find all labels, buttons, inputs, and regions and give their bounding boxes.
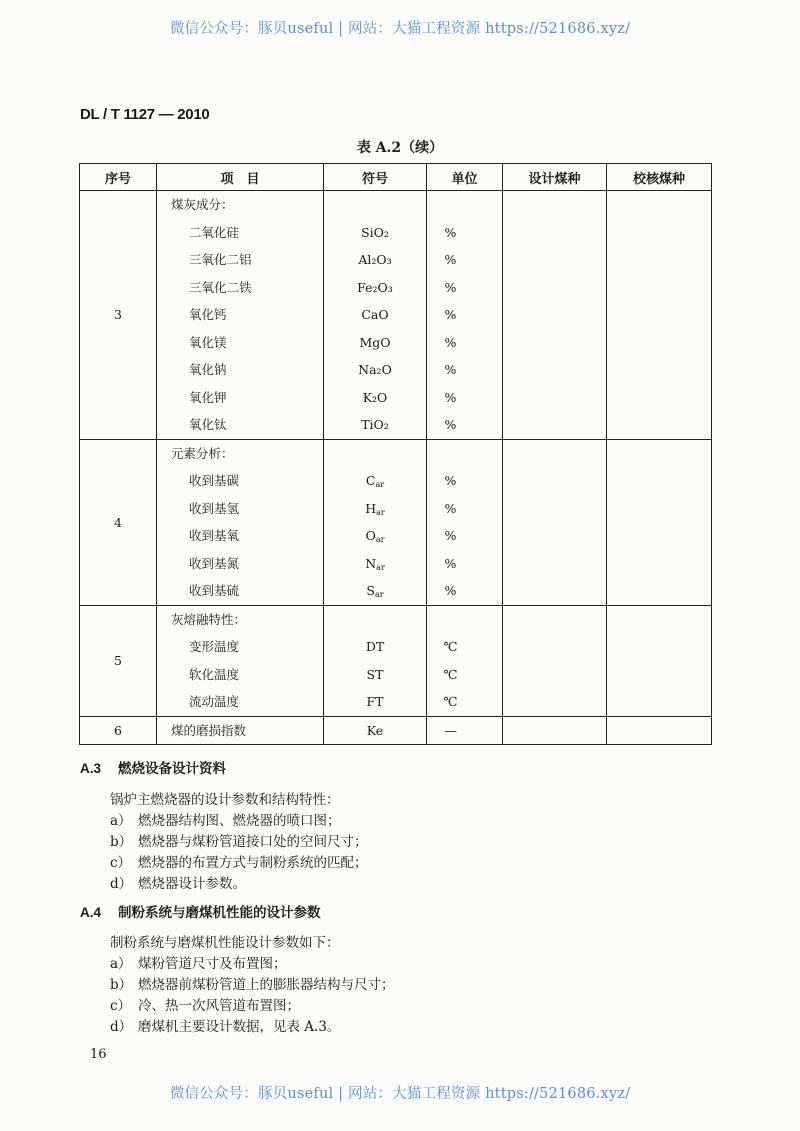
list-item [110, 973, 395, 993]
symbol [324, 495, 426, 523]
section-intro: 制粉系统与磨煤机性能设计参数如下： [110, 935, 340, 951]
list-text: 磨煤机主要设计数据，见表 A.3。 [138, 1019, 341, 1035]
table-row [80, 716, 712, 745]
group-label: 煤灰成分： [171, 197, 234, 212]
symbol-cell [324, 191, 427, 440]
item-name: 氧化钛 [189, 417, 227, 432]
table-row [80, 191, 712, 440]
unit: % [444, 389, 457, 405]
item-name: 流动温度 [189, 694, 240, 709]
symbol [324, 411, 426, 439]
coal-properties-table [79, 163, 712, 745]
symbol-cell [324, 605, 427, 716]
section-heading [80, 757, 226, 777]
symbol-cell [324, 716, 427, 745]
symbol [324, 550, 426, 578]
list-text: 燃烧器结构图、燃烧器的喷口图； [138, 813, 341, 829]
unit-cell [427, 191, 503, 440]
unit: % [444, 252, 457, 267]
list-item [110, 851, 368, 871]
check-coal-value [607, 439, 712, 605]
item-name: 煤的磨损指数 [171, 722, 247, 738]
spacer [427, 440, 502, 468]
watermark-bottom: 微信公众号：豚贝useful | 网站：大猫工程资源 https://521686.xyz/ [169, 1086, 631, 1102]
list-marker: b） [110, 977, 133, 993]
item-name: 氧化镁 [189, 334, 227, 350]
list-marker: d） [110, 1019, 133, 1035]
section-intro: 锅炉主燃烧器的设计参数和结构特性： [110, 792, 340, 808]
list-item [110, 952, 287, 972]
item-name: 三氧化二铁 [189, 279, 252, 295]
unit: % [444, 473, 457, 488]
list-marker: b） [110, 834, 133, 850]
group-label: 灰熔融特性： [171, 611, 247, 627]
symbol [324, 274, 426, 302]
symbol [324, 522, 426, 550]
unit: ℃ [443, 694, 458, 709]
unit-cell [427, 605, 503, 716]
row-number: 4 [80, 439, 157, 605]
symbol-base: ST [366, 666, 384, 682]
unit: % [444, 307, 457, 322]
item-cell [157, 439, 324, 605]
page-number: 16 [90, 1047, 107, 1062]
symbol-base: FT [366, 694, 384, 709]
spacer [427, 191, 502, 219]
item-name: 氧化钾 [189, 389, 227, 405]
design-coal-value [503, 605, 607, 716]
unit: % [444, 555, 457, 571]
check-coal-value [607, 191, 712, 440]
spacer [427, 606, 502, 634]
table-header-row [80, 164, 712, 191]
unit: % [444, 279, 457, 295]
list-item [110, 1015, 340, 1035]
list-text: 煤粉管道尺寸及布置图； [138, 956, 287, 972]
symbol-subscript: ar [376, 507, 385, 517]
list-marker: c） [110, 855, 132, 871]
table-row [80, 605, 712, 716]
unit: ℃ [443, 639, 458, 654]
symbol-base: Fe₂O₃ [357, 279, 393, 295]
item-name: 收到基碳 [189, 473, 240, 488]
standard-id: DL / T 1127 — 2010 [80, 106, 210, 123]
unit: % [444, 583, 457, 598]
header-design-coal: 设计煤种 [503, 164, 607, 191]
list-text: 冷、热一次风管道布置图； [138, 998, 300, 1014]
symbol-base: TiO₂ [361, 417, 389, 432]
header-check-coal: 校核煤种 [607, 164, 712, 191]
table-row [80, 439, 712, 605]
list-marker: c） [110, 998, 132, 1014]
item-name: 三氧化二铝 [189, 252, 252, 267]
item-name: 收到基氧 [189, 528, 240, 543]
design-coal-value [503, 191, 607, 440]
item-name: 氧化钙 [189, 307, 227, 322]
symbol-base: K₂O [362, 389, 388, 405]
design-coal-value [503, 439, 607, 605]
list-text: 燃烧器设计参数。 [138, 876, 246, 892]
spacer [324, 606, 426, 634]
list-item [110, 994, 300, 1014]
unit: — [444, 722, 457, 738]
item-name: 二氧化硅 [189, 224, 240, 240]
spacer [324, 440, 426, 468]
item-name: 收到基氮 [189, 555, 240, 571]
unit: % [444, 417, 457, 432]
symbol-base: C [365, 473, 376, 488]
row-number: 6 [80, 716, 157, 745]
symbol-base: H [365, 500, 377, 516]
header-unit: 单位 [427, 164, 503, 191]
list-text: 燃烧器与煤粉管道接口处的空间尺寸； [138, 834, 368, 850]
list-marker: a） [110, 813, 132, 829]
symbol [324, 301, 426, 329]
symbol-base: N [365, 555, 377, 571]
symbol [324, 633, 426, 661]
row-number: 5 [80, 605, 157, 716]
header-no: 序号 [80, 164, 157, 191]
symbol-base: Ke [366, 722, 384, 738]
design-coal-value [503, 716, 607, 745]
symbol-base: DT [365, 639, 385, 654]
item-cell [157, 605, 324, 716]
section-number: A.4 [80, 905, 102, 920]
item-name: 变形温度 [189, 639, 240, 654]
symbol [324, 688, 426, 716]
unit: % [444, 362, 457, 377]
item-name: 氧化钠 [189, 362, 227, 377]
symbol [324, 577, 426, 605]
symbol-base: CaO [361, 307, 389, 322]
symbol-subscript: ar [374, 590, 384, 599]
symbol-subscript: ar [375, 480, 385, 489]
symbol-base: SiO₂ [361, 224, 389, 240]
unit: ℃ [443, 666, 458, 682]
item-name: 收到基氢 [189, 500, 240, 516]
list-item [110, 830, 368, 850]
list-item [110, 872, 246, 892]
list-text: 燃烧器的布置方式与制粉系统的匹配； [138, 855, 368, 871]
symbol-cell [324, 439, 427, 605]
list-marker: a） [110, 956, 132, 972]
list-item [110, 809, 341, 829]
header-symbol: 符号 [324, 164, 427, 191]
unit: % [444, 500, 457, 516]
symbol-base: O [365, 528, 376, 543]
symbol-subscript: ar [376, 562, 385, 572]
item-cell [157, 191, 324, 440]
unit-cell [427, 716, 503, 745]
watermark-top: 微信公众号：豚贝useful | 网站：大猫工程资源 https://521686.xyz/ [169, 21, 631, 37]
section-title: 制粉系统与磨煤机性能的设计参数 [118, 905, 321, 921]
section-number: A.3 [80, 761, 102, 776]
unit: % [444, 528, 457, 543]
table-caption: 表 A.2（续） [356, 140, 444, 156]
symbol [324, 329, 426, 357]
symbol-base: MgO [359, 334, 391, 350]
unit: % [444, 224, 457, 240]
symbol-base: Al₂O₃ [358, 252, 392, 267]
symbol [324, 246, 426, 274]
check-coal-value [607, 605, 712, 716]
section-heading [80, 901, 321, 921]
section-title: 燃烧设备设计资料 [118, 761, 226, 777]
symbol-subscript: ar [375, 535, 385, 544]
row-number: 3 [80, 191, 157, 440]
symbol [324, 717, 426, 745]
symbol [324, 384, 426, 412]
symbol-base: Na₂O [358, 362, 392, 377]
item-name: 软化温度 [189, 666, 240, 682]
symbol [324, 356, 426, 384]
item-cell [157, 716, 324, 745]
item-name: 收到基硫 [189, 583, 240, 598]
symbol-base: S [366, 583, 375, 598]
symbol [324, 661, 426, 689]
group-label: 元素分析： [171, 445, 234, 461]
unit-cell [427, 439, 503, 605]
list-marker: d） [110, 876, 133, 892]
symbol [324, 219, 426, 247]
unit: % [444, 334, 457, 350]
symbol [324, 467, 426, 495]
list-text: 燃烧器前煤粉管道上的膨胀器结构与尺寸； [138, 977, 395, 993]
spacer [324, 191, 426, 219]
check-coal-value [607, 716, 712, 745]
header-item: 项 目 [157, 164, 324, 191]
